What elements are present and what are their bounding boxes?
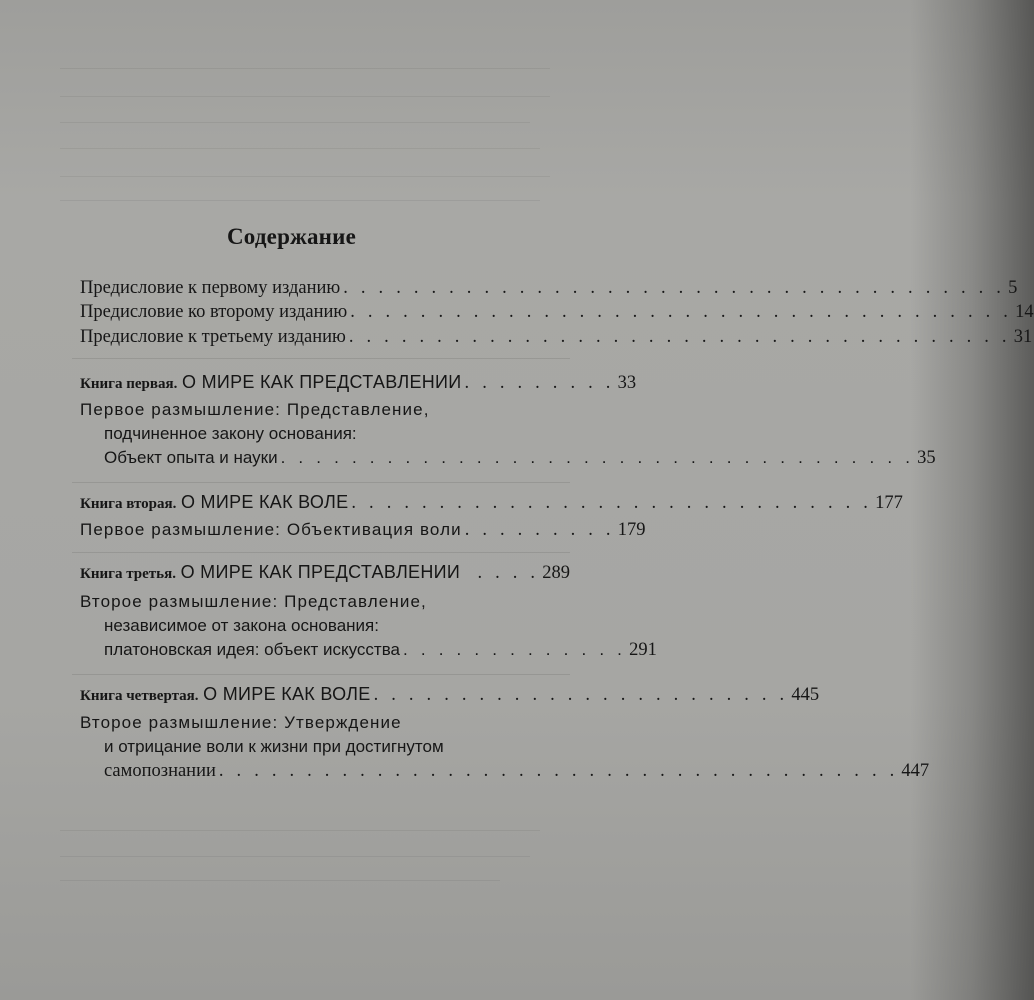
meditation-line: Первое размышление: Объективация воли bbox=[80, 520, 462, 539]
book-title: О МИРЕ КАК ВОЛЕ bbox=[180, 492, 349, 512]
toc-entry-book-4[interactable] bbox=[80, 682, 820, 708]
show-through-line bbox=[60, 122, 530, 123]
meditation-line: платоновская идея: объект искусства bbox=[104, 640, 401, 659]
leader-dots: . . . . . . . . . . . . . . . . . . . . . . . . . . . . . . . . . . . . bbox=[280, 448, 915, 467]
toc-entry-label: Предисловие к третьему изданию bbox=[80, 327, 346, 347]
show-through-line bbox=[60, 176, 550, 177]
toc-entry-meditation-4[interactable] bbox=[80, 711, 930, 783]
book-label: Книга четвертая. bbox=[80, 688, 199, 704]
book-title: О МИРЕ КАК ВОЛЕ bbox=[203, 684, 371, 704]
book-label: Книга вторая. bbox=[80, 496, 177, 512]
toc-entry-meditation-1[interactable] bbox=[80, 398, 936, 470]
toc-entry-label: Предисловие к первому изданию bbox=[80, 278, 341, 298]
toc-entry-page: 291 bbox=[629, 640, 657, 660]
book-title: О МИРЕ КАК ПРЕДСТАВЛЕНИИ bbox=[181, 372, 462, 392]
toc-entry-book-1[interactable] bbox=[80, 370, 637, 396]
meditation-line: и отрицание воли к жизни при достигнутом bbox=[104, 737, 444, 756]
show-through-line bbox=[60, 856, 530, 857]
leader-dots: . . . . . . . . . . . . . . . . . . . . . . . . . . . . . . . . . . . . . . . bbox=[218, 761, 899, 781]
toc-entry-page: 5 bbox=[1008, 278, 1018, 298]
meditation-line: Второе размышление: Утверждение bbox=[80, 713, 402, 732]
toc-entry-meditation-2[interactable] bbox=[80, 518, 646, 542]
toc-entry-preface-3[interactable] bbox=[80, 325, 1033, 349]
show-through-line bbox=[60, 68, 550, 69]
leader-dots: . . . . . . . . . . . . . bbox=[403, 640, 627, 659]
leader-dots: . . . . . . . . . bbox=[464, 520, 615, 540]
meditation-line: Второе размышление: Представление, bbox=[80, 592, 427, 611]
toc-entry-preface-2[interactable] bbox=[80, 300, 1034, 324]
toc-entry-page: 179 bbox=[617, 520, 646, 540]
toc-entry-page: 445 bbox=[791, 685, 820, 705]
toc-entry-page: 447 bbox=[901, 761, 930, 781]
meditation-line: независимое от закона основания: bbox=[104, 616, 379, 635]
book-label: Книга третья. bbox=[80, 566, 176, 582]
toc-entry-page: 14 bbox=[1015, 302, 1034, 322]
divider bbox=[72, 482, 570, 483]
meditation-line: Объект опыта и науки bbox=[104, 448, 278, 467]
show-through-line bbox=[60, 96, 550, 97]
divider bbox=[72, 552, 570, 553]
toc-title: Содержание bbox=[227, 224, 356, 249]
meditation-line: Первое размышление: Представление, bbox=[80, 400, 430, 419]
toc-entry-page: 31 bbox=[1013, 327, 1033, 347]
toc-entry-meditation-3[interactable] bbox=[80, 590, 657, 662]
divider bbox=[72, 358, 570, 359]
toc-entry-book-2[interactable] bbox=[80, 490, 903, 516]
book-label: Книга первая. bbox=[80, 376, 178, 392]
toc-entry-book-3[interactable] bbox=[80, 560, 570, 586]
toc-entry-preface-1[interactable] bbox=[80, 276, 1018, 300]
toc-entry-page: 33 bbox=[617, 373, 637, 393]
show-through-line bbox=[60, 148, 540, 149]
toc-entry-page: 35 bbox=[917, 448, 936, 468]
leader-dots: . . . . . . . . . . . . . . . . . . . . . . . . bbox=[373, 685, 789, 705]
toc-entry-page: 177 bbox=[875, 493, 903, 513]
leader-dots: . . . . . . . . . . . . . . . . . . . . . . . . . . . . . . . . . . . . . . bbox=[348, 327, 1011, 347]
show-through-line bbox=[60, 830, 540, 831]
divider bbox=[72, 674, 570, 675]
show-through-line bbox=[60, 880, 500, 881]
show-through-line bbox=[60, 200, 540, 201]
meditation-line: подчиненное закону основания: bbox=[104, 424, 357, 443]
toc-entry-page: 289 bbox=[542, 563, 570, 583]
leader-dots: . . . . . . . . . . . . . . . . . . . . . . . . . . . . . . . . . . . . . . bbox=[343, 278, 1006, 298]
leader-dots: . . . . . . . . . . . . . . . . . . . . . . . . . . . . . . bbox=[351, 493, 873, 513]
book-title: О МИРЕ КАК ПРЕДСТАВЛЕНИИ bbox=[180, 562, 461, 582]
leader-dots: . . . . . . . . . . . . . . . . . . . . . . . . . . . . . . . . . . . . . . bbox=[350, 302, 1013, 322]
meditation-line: самопознании bbox=[104, 761, 216, 781]
leader-dots: . . . . bbox=[477, 563, 540, 583]
leader-dots: . . . . . . . . . bbox=[464, 373, 615, 393]
toc-entry-label: Предисловие ко второму изданию bbox=[80, 302, 348, 322]
